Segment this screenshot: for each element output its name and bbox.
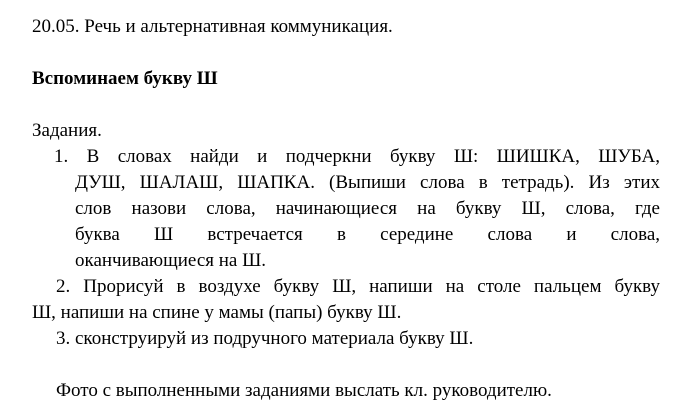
blank-line (32, 352, 660, 378)
document-header: 20.05. Речь и альтернативная коммуникация. (32, 16, 393, 37)
task-2 (32, 274, 660, 326)
task-1-line-4: буква Ш встречается в середине слова и слова, (75, 224, 660, 245)
task-1-line-3: слов назови слова, начинающиеся на букву Ш, слова, где (75, 198, 660, 219)
document-title: Вспоминаем букву Ш (32, 68, 218, 89)
task-1-line-5: оканчивающиеся на Ш. (75, 250, 267, 271)
document-footer: Фото с выполненными заданиями выслать кл. руководителю. (56, 380, 552, 401)
task-1-line-2: ДУШ, ШАЛАШ, ШАПКА. (Выпиши слова в тетрадь). Из этих (75, 172, 660, 193)
document-page (32, 14, 660, 404)
task-3: 3. сконструируй из подручного материала букву Ш. (56, 328, 474, 349)
task-1-line-1: 1. В словах найди и подчеркни букву Ш: ШИШКА, ШУБА, (54, 146, 660, 167)
blank-line (32, 40, 660, 66)
task-2-line-1: 2. Прорисуй в воздухе букву Ш, напиши на столе пальцем букву (56, 276, 660, 297)
blank-line (32, 92, 660, 118)
task-1 (32, 144, 660, 274)
tasks-label: Задания. (32, 120, 102, 141)
task-2-line-2: Ш, напиши на спине у мамы (папы) букву Ш. (32, 302, 402, 323)
